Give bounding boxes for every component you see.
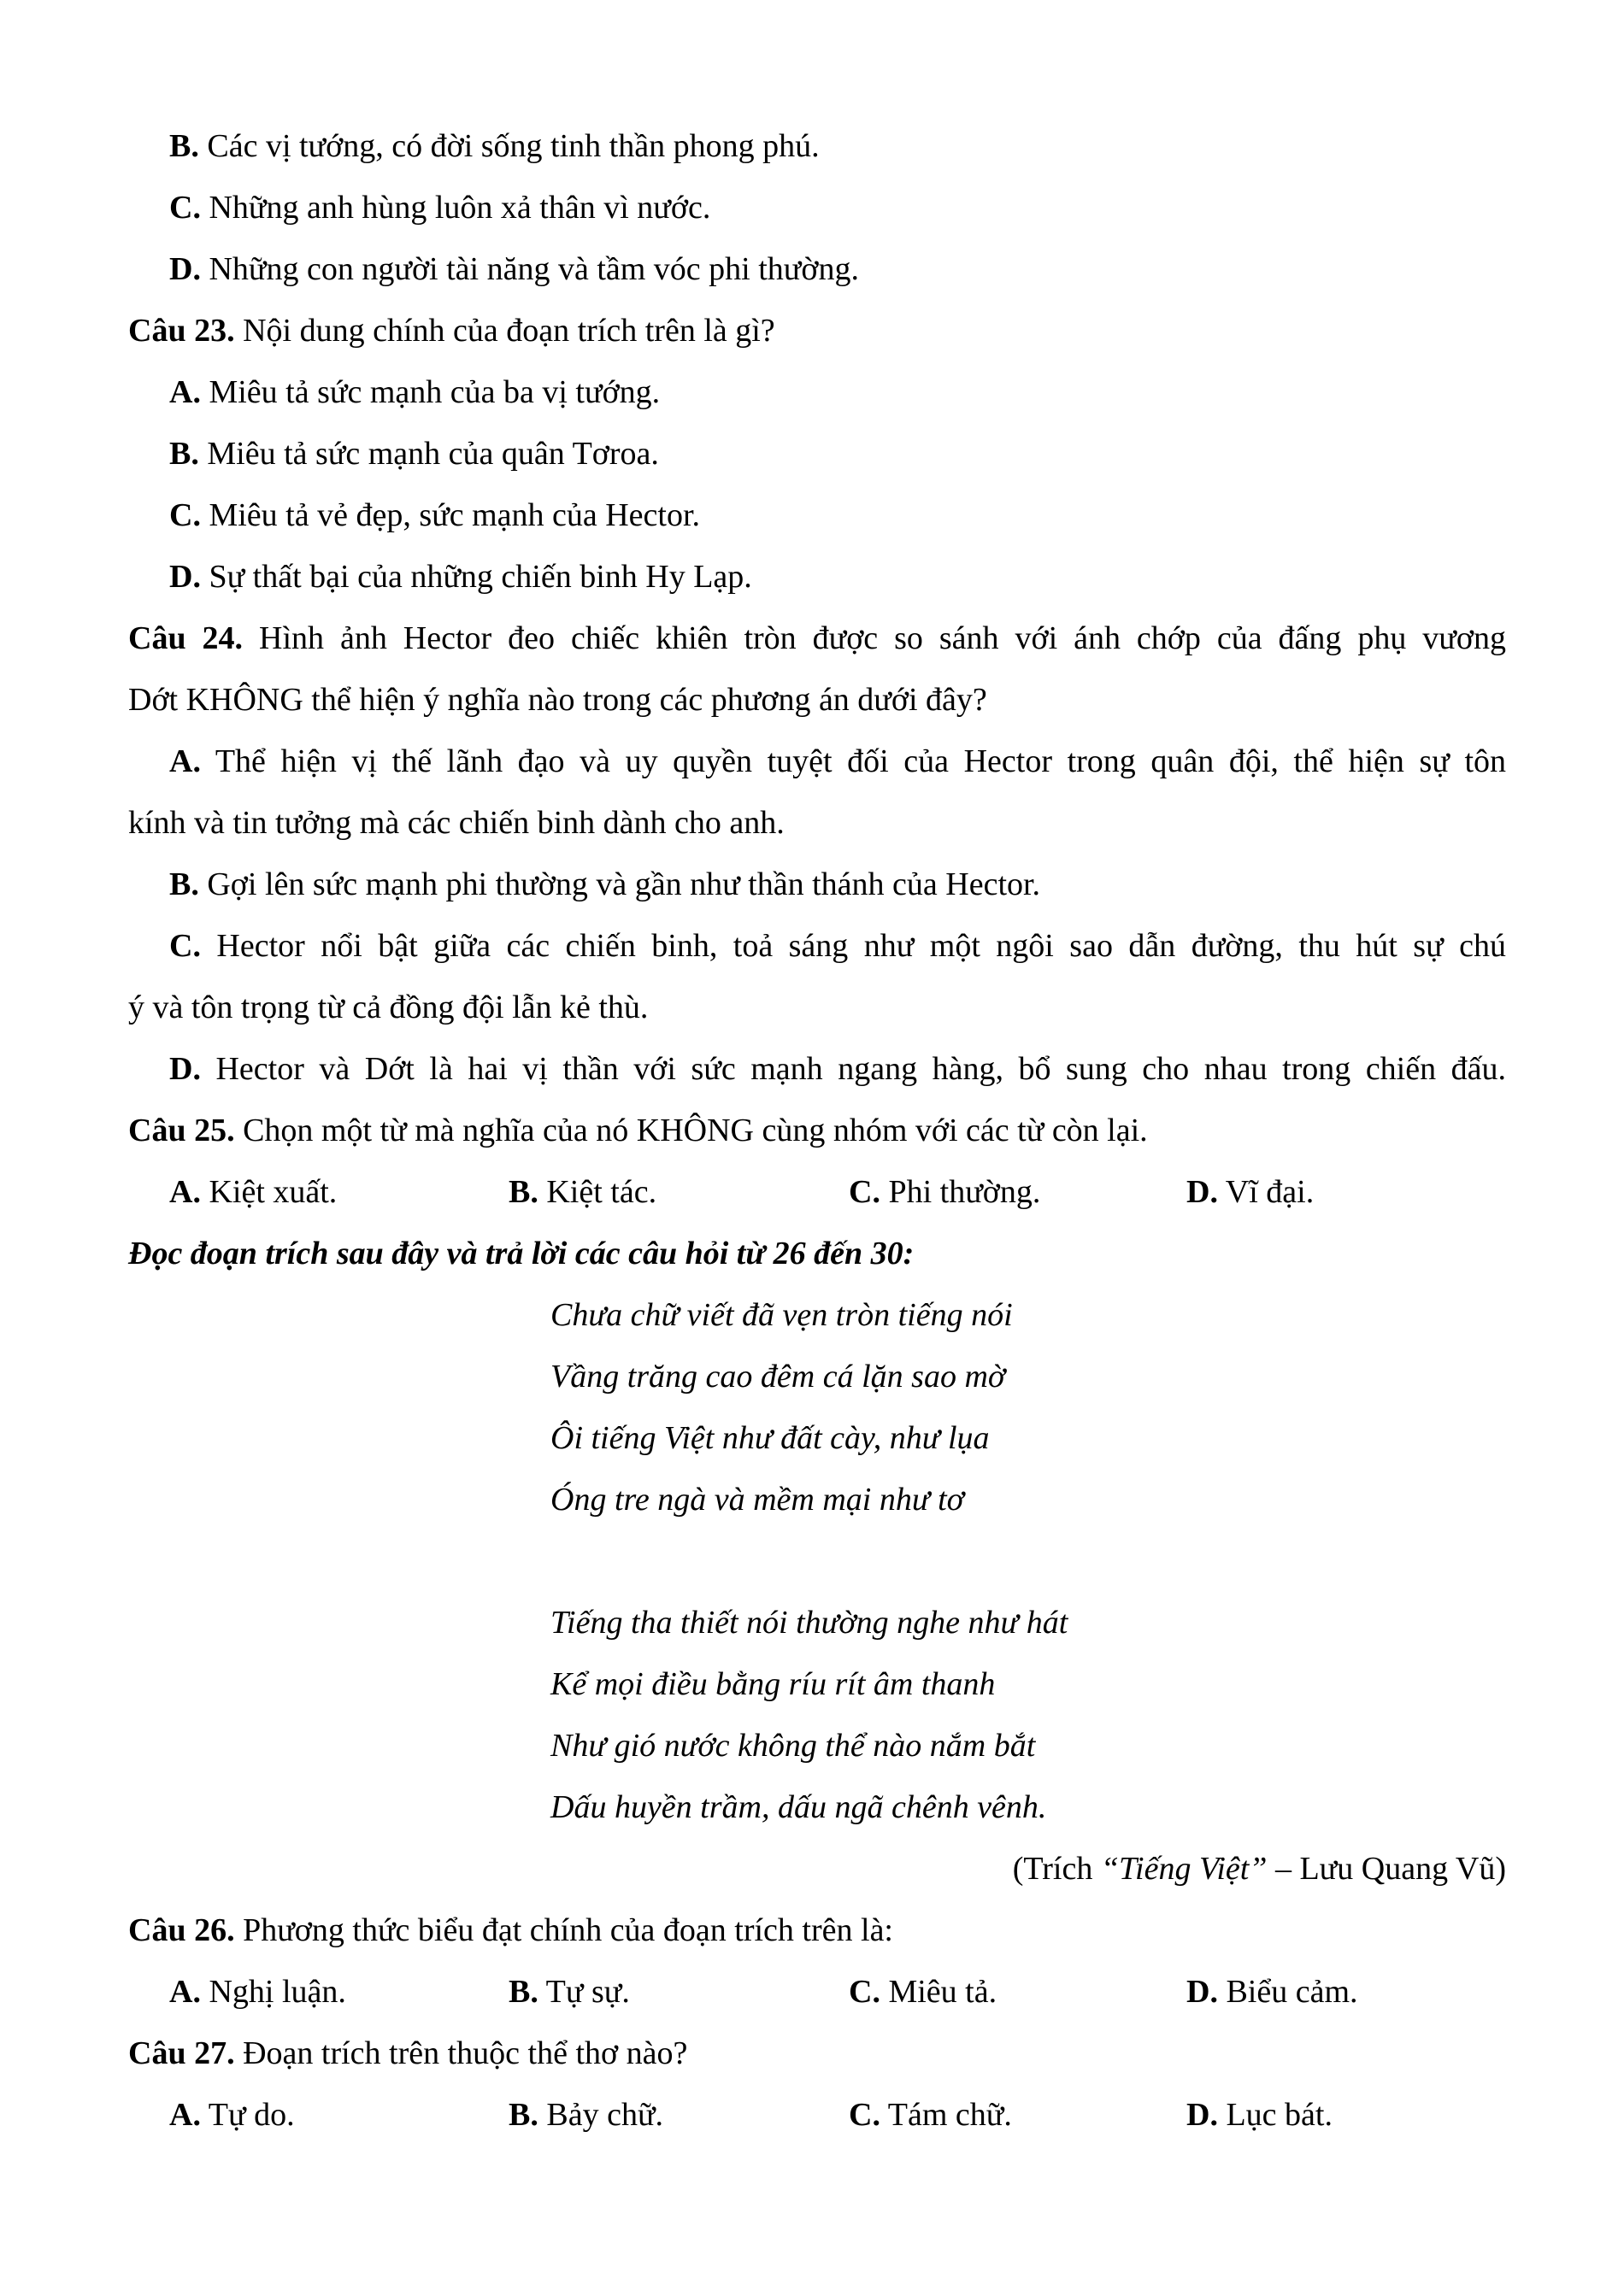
q27-question: Câu 27. Đoạn trích trên thuộc thể thơ nào?: [128, 2035, 688, 2071]
poem-line: Vầng trăng cao đêm cá lặn sao mờ: [550, 1359, 1006, 1395]
q24-option-c-line1: C. Hector nổi bật giữa các chiến binh, toả sáng như một ngôi sao dẫn đường, thu hút sự chú: [169, 928, 1506, 964]
q27-option-b: B. Bảy chữ.: [509, 2097, 664, 2133]
q27-option-a: A. Tự do.: [169, 2097, 295, 2133]
q24-option-c-line2: ý và tôn trọng từ cả đồng đội lẫn kẻ thù.: [128, 989, 649, 1025]
reading-instruction: Đọc đoạn trích sau đây và trả lời các câu hỏi từ 26 đến 30:: [128, 1236, 915, 1271]
q26-option-d: D. Biểu cảm.: [1186, 1974, 1358, 2010]
poem-line: Dấu huyền trầm, dấu ngã chênh vênh.: [550, 1789, 1047, 1825]
q22-option-c: C. Những anh hùng luôn xả thân vì nước.: [169, 190, 711, 226]
q26-question: Câu 26. Phương thức biểu đạt chính của đoạn trích trên là:: [128, 1912, 893, 1948]
poem-line: Óng tre ngà và mềm mại như tơ: [550, 1482, 964, 1518]
poem-line: Kể mọi điều bằng ríu rít âm thanh: [550, 1666, 996, 1702]
q27-option-c: C. Tám chữ.: [849, 2097, 1012, 2133]
q24-question-line1: Câu 24. Hình ảnh Hector đeo chiếc khiên tròn được so sánh với ánh chớp của đấng phụ vương: [128, 620, 1507, 656]
q25-option-a: A. Kiệt xuất.: [169, 1174, 338, 1210]
poem-line: Ôi tiếng Việt như đất cày, như lụa: [550, 1420, 990, 1456]
q24-option-a-line1: A. Thể hiện vị thế lãnh đạo và uy quyền tuyệt đối của Hector trong quân đội, thể hiện sự tôn: [169, 743, 1506, 779]
poem-line: Tiếng tha thiết nói thường nghe như hát: [550, 1605, 1068, 1641]
q27-option-d: D. Lục bát.: [1186, 2097, 1333, 2133]
q23-option-b: B. Miêu tả sức mạnh của quân Tơroa.: [169, 436, 659, 472]
q22-option-b: B. Các vị tướng, có đời sống tinh thần phong phú.: [169, 128, 820, 164]
q24-question-line2: Dớt KHÔNG thể hiện ý nghĩa nào trong các phương án dưới đây?: [128, 682, 987, 718]
q24-option-d: D. Hector và Dớt là hai vị thần với sức mạnh ngang hàng, bổ sung cho nhau trong chiến đấu.: [169, 1051, 1506, 1087]
q24-option-b: B. Gợi lên sức mạnh phi thường và gần như thần thánh của Hector.: [169, 866, 1041, 902]
q23-option-d: D. Sự thất bại của những chiến binh Hy Lạp.: [169, 559, 752, 595]
q23-question: Câu 23. Nội dung chính của đoạn trích trên là gì?: [128, 313, 775, 349]
q23-option-c: C. Miêu tả vẻ đẹp, sức mạnh của Hector.: [169, 497, 701, 533]
q26-option-b: B. Tự sự.: [509, 1974, 630, 2010]
q25-question: Câu 25. Chọn một từ mà nghĩa của nó KHÔNG cùng nhóm với các từ còn lại.: [128, 1113, 1148, 1148]
q22-option-d: D. Những con người tài năng và tầm vóc phi thường.: [169, 251, 859, 287]
poem-source: (Trích “Tiếng Việt” – Lưu Quang Vũ): [1012, 1851, 1506, 1887]
q25-option-b: B. Kiệt tác.: [509, 1174, 657, 1210]
q26-option-a: A. Nghị luận.: [169, 1974, 346, 2010]
q25-option-c: C. Phi thường.: [849, 1174, 1041, 1210]
q26-option-c: C. Miêu tả.: [849, 1974, 997, 2010]
q23-option-a: A. Miêu tả sức mạnh của ba vị tướng.: [169, 374, 661, 410]
poem-line: Chưa chữ viết đã vẹn tròn tiếng nói: [550, 1297, 1013, 1333]
q24-option-a-line2: kính và tin tưởng mà các chiến binh dành cho anh.: [128, 805, 785, 841]
poem-line: Như gió nước không thể nào nắm bắt: [550, 1728, 1036, 1764]
q25-option-d: D. Vĩ đại.: [1186, 1174, 1315, 1210]
